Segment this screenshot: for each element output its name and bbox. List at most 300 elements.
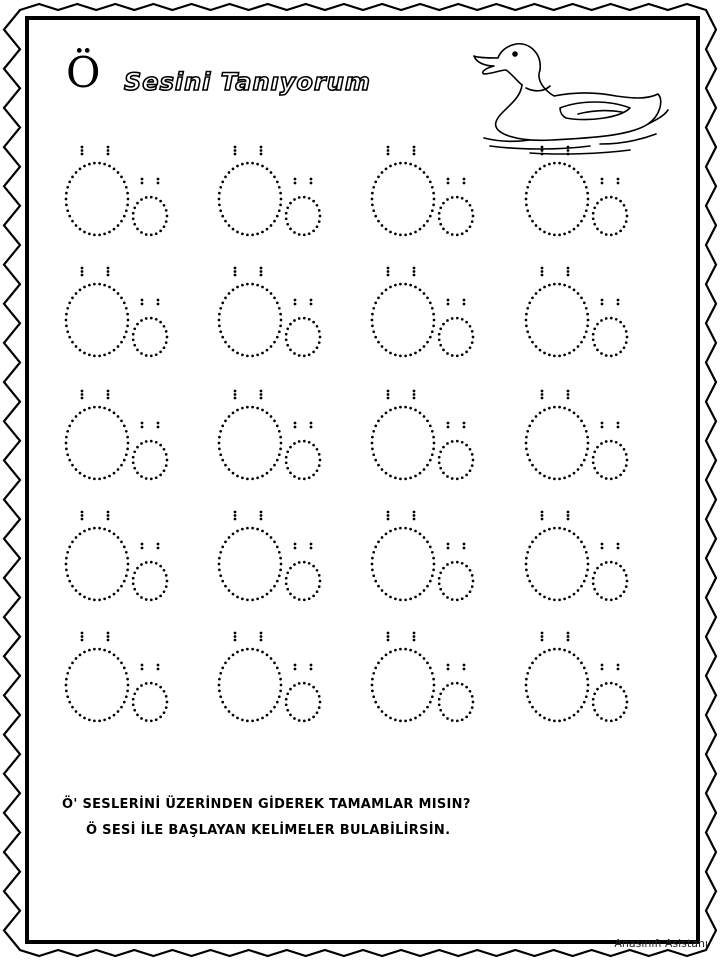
trace-dot <box>525 204 528 207</box>
trace-dot <box>615 318 618 321</box>
trace-dot <box>432 678 435 681</box>
trace-small-o-umlaut <box>132 299 169 358</box>
trace-dot <box>605 719 608 722</box>
trace-dot <box>98 355 101 358</box>
trace-dot <box>120 464 123 467</box>
trace-dot <box>429 181 432 184</box>
umlaut-dot <box>260 274 263 277</box>
trace-dot <box>98 720 101 723</box>
trace-dot <box>583 667 586 670</box>
umlaut-dot <box>447 178 450 181</box>
trace-dot <box>583 215 586 218</box>
trace-dot <box>289 567 292 570</box>
trace-dot <box>133 571 136 574</box>
umlaut-dot <box>617 299 620 302</box>
trace-dot <box>289 202 292 205</box>
trace-dot <box>623 225 626 228</box>
trace-cell <box>371 267 475 358</box>
trace-dot <box>236 596 239 599</box>
trace-dot <box>414 717 417 720</box>
trace-dot <box>273 220 276 223</box>
trace-dot <box>439 709 442 712</box>
trace-dot <box>113 654 116 657</box>
trace-small-o-umlaut <box>285 178 322 237</box>
trace-dot <box>251 648 254 651</box>
trace-dot <box>414 475 417 478</box>
trace-capital-o-umlaut <box>371 511 436 602</box>
umlaut-dot <box>107 149 110 152</box>
trace-dot <box>98 234 101 237</box>
trace-dot <box>68 667 71 670</box>
trace-dot <box>600 198 603 201</box>
trace-dot <box>471 341 474 344</box>
trace-dot <box>619 565 622 568</box>
trace-dot <box>125 672 128 675</box>
trace-dot <box>103 598 106 601</box>
umlaut-dot <box>567 390 570 393</box>
trace-dot <box>221 580 224 583</box>
trace-dot <box>371 313 374 316</box>
trace-dot <box>65 557 68 560</box>
umlaut-dot <box>234 518 237 521</box>
trace-dot <box>456 440 459 443</box>
trace-dot <box>236 717 239 720</box>
trace-dot <box>120 420 123 423</box>
trace-dot <box>446 319 449 322</box>
trace-dot <box>580 176 583 179</box>
trace-dot <box>66 695 69 698</box>
trace-dot <box>605 317 608 320</box>
trace-dot <box>140 231 143 234</box>
trace-dot <box>123 336 126 339</box>
trace-dot <box>65 442 68 445</box>
trace-dot <box>276 215 279 218</box>
trace-dot <box>615 683 618 686</box>
trace-dot <box>432 192 435 195</box>
umlaut-dot <box>107 397 110 400</box>
trace-dot <box>619 200 622 203</box>
trace-dot <box>446 352 449 355</box>
trace-dot <box>531 176 534 179</box>
trace-dot <box>266 593 269 596</box>
trace-dot <box>126 192 129 195</box>
trace-dot <box>461 683 464 686</box>
trace-dot <box>65 204 68 207</box>
trace-dot <box>558 527 561 530</box>
trace-dot <box>558 355 561 358</box>
trace-dot <box>75 468 78 471</box>
trace-dot <box>526 551 529 554</box>
trace-dot <box>224 420 227 423</box>
trace-dot <box>232 228 235 231</box>
trace-dot <box>558 234 561 237</box>
trace-dot <box>155 683 158 686</box>
umlaut-dot <box>601 178 604 181</box>
trace-dot <box>219 574 222 577</box>
trace-dot <box>423 415 426 418</box>
trace-dot <box>531 706 534 709</box>
trace-dot <box>526 209 529 212</box>
trace-dot <box>456 355 459 358</box>
trace-dot <box>389 165 392 168</box>
trace-dot <box>580 662 583 665</box>
trace-dot <box>625 706 628 709</box>
umlaut-dot <box>141 178 144 181</box>
trace-dot <box>548 598 551 601</box>
trace-dot <box>596 228 599 231</box>
trace-dot <box>372 330 375 333</box>
umlaut-dot <box>617 182 620 185</box>
umlaut-dot <box>260 397 263 400</box>
trace-dot <box>132 212 135 215</box>
trace-dot <box>251 162 254 165</box>
trace-dot <box>535 657 538 660</box>
umlaut-dot <box>81 511 84 514</box>
trace-dot <box>123 459 126 462</box>
trace-dot <box>469 325 472 328</box>
trace-dot <box>150 440 153 443</box>
umlaut-dot <box>447 543 450 546</box>
trace-dot <box>580 420 583 423</box>
umlaut-dot <box>81 390 84 393</box>
trace-dot <box>377 585 380 588</box>
trace-dot <box>303 720 306 723</box>
trace-dot <box>318 209 321 212</box>
trace-dot <box>419 289 422 292</box>
watermark: Anasınıfı Asistanı <box>614 937 708 950</box>
trace-dot <box>442 202 445 205</box>
umlaut-dot <box>234 397 237 400</box>
trace-dot <box>256 233 259 236</box>
trace-dot <box>241 233 244 236</box>
trace-dot <box>251 599 254 602</box>
trace-dot <box>285 212 288 215</box>
umlaut-dot <box>157 182 160 185</box>
umlaut-dot <box>413 632 416 635</box>
trace-dot <box>371 319 374 322</box>
big-letter-o-umlaut: Ö <box>66 48 101 97</box>
trace-dot <box>526 307 529 310</box>
trace-dot <box>394 477 397 480</box>
trace-dot <box>65 684 68 687</box>
trace-dot <box>312 474 315 477</box>
trace-dot <box>71 541 74 544</box>
trace-dot <box>461 476 464 479</box>
umlaut-dot <box>260 149 263 152</box>
trace-dot <box>71 464 74 467</box>
trace-dot <box>298 719 301 722</box>
trace-dot <box>610 720 613 723</box>
trace-dot <box>251 406 254 409</box>
instruction-line-1: Ö' SESLERİNİ ÜZERİNDEN GİDEREK TAMAMLAR MISIN? <box>62 797 471 812</box>
umlaut-dot <box>463 299 466 302</box>
trace-dot <box>419 533 422 536</box>
trace-dot <box>371 569 374 572</box>
trace-dot <box>583 336 586 339</box>
trace-dot <box>316 325 319 328</box>
trace-dot <box>372 430 375 433</box>
trace-dot <box>113 349 116 352</box>
trace-dot <box>93 162 96 165</box>
trace-dot <box>371 448 374 451</box>
umlaut-dot <box>617 543 620 546</box>
umlaut-dot <box>567 635 570 638</box>
trace-dot <box>596 202 599 205</box>
trace-dot <box>303 440 306 443</box>
umlaut-dot <box>260 635 263 638</box>
trace-dot <box>451 354 454 357</box>
trace-dot <box>279 436 282 439</box>
trace-capital-o-umlaut <box>65 632 130 723</box>
umlaut-dot <box>617 422 620 425</box>
trace-dot <box>75 536 78 539</box>
trace-dot <box>577 536 580 539</box>
umlaut-dot <box>463 543 466 546</box>
trace-dot <box>419 412 422 415</box>
trace-dot <box>261 475 264 478</box>
trace-dot <box>312 565 315 568</box>
trace-dot <box>426 662 429 665</box>
trace-dot <box>133 327 136 330</box>
trace-dot <box>251 720 254 723</box>
trace-dot <box>451 598 454 601</box>
umlaut-dot <box>157 303 160 306</box>
trace-dot <box>394 649 397 652</box>
trace-dot <box>256 528 259 531</box>
trace-dot <box>228 415 231 418</box>
trace-dot <box>163 569 166 572</box>
trace-dot <box>461 562 464 565</box>
trace-dot <box>623 590 626 593</box>
umlaut-dot <box>141 422 144 425</box>
umlaut-dot <box>567 511 570 514</box>
trace-dot <box>626 701 629 704</box>
trace-dot <box>120 297 123 300</box>
trace-dot <box>558 162 561 165</box>
instruction-line-2: Ö SESİ İLE BAŞLAYAN KELİMELER BULABİLİRSİN. <box>86 823 451 838</box>
trace-dot <box>279 569 282 572</box>
trace-dot <box>125 430 128 433</box>
trace-dot <box>88 649 91 652</box>
trace-dot <box>446 563 449 566</box>
trace-dot <box>123 546 126 549</box>
trace-dot <box>318 574 321 577</box>
trace-dot <box>136 349 139 352</box>
trace-dot <box>432 557 435 560</box>
trace-small-o-umlaut <box>592 299 629 358</box>
trace-small-o-umlaut <box>592 664 629 723</box>
umlaut-dot <box>617 547 620 550</box>
umlaut-dot <box>310 178 313 181</box>
trace-capital-o-umlaut <box>218 146 283 237</box>
trace-dot <box>563 163 566 166</box>
trace-dot <box>303 561 306 564</box>
trace-dot <box>472 701 475 704</box>
umlaut-dot <box>234 632 237 635</box>
trace-dot <box>586 192 589 195</box>
umlaut-dot <box>260 267 263 270</box>
trace-dot <box>438 461 441 464</box>
trace-dot <box>163 590 166 593</box>
trace-dot <box>423 710 426 713</box>
trace-dot <box>286 692 289 695</box>
umlaut-dot <box>567 397 570 400</box>
trace-dot <box>117 345 120 348</box>
umlaut-dot <box>413 390 416 393</box>
trace-dot <box>414 530 417 533</box>
trace-dot <box>65 436 68 439</box>
trace-dot <box>261 352 264 355</box>
umlaut-dot <box>81 270 84 273</box>
trace-dot <box>394 233 397 236</box>
trace-dot <box>456 234 459 237</box>
trace-dot <box>600 596 603 599</box>
trace-dot <box>623 448 626 451</box>
trace-dot <box>456 561 459 564</box>
trace-dot <box>553 283 556 286</box>
trace-dot <box>228 171 231 174</box>
trace-dot <box>525 690 528 693</box>
trace-dot <box>66 453 69 456</box>
trace-dot <box>123 425 126 428</box>
trace-dot <box>409 233 412 236</box>
trace-dot <box>285 698 288 701</box>
trace-dot <box>163 325 166 328</box>
trace-cell <box>371 632 475 723</box>
umlaut-dot <box>157 543 160 546</box>
trace-dot <box>68 336 71 339</box>
trace-dot <box>113 412 116 415</box>
trace-dot <box>543 409 546 412</box>
umlaut-dot <box>234 511 237 514</box>
trace-dot <box>531 464 534 467</box>
trace-dot <box>573 412 576 415</box>
trace-dot <box>125 453 128 456</box>
trace-dot <box>394 163 397 166</box>
trace-cell <box>218 632 322 723</box>
trace-dot <box>279 557 282 560</box>
umlaut-dot <box>107 518 110 521</box>
trace-dot <box>276 336 279 339</box>
trace-dot <box>596 593 599 596</box>
trace-dot <box>577 589 580 592</box>
trace-dot <box>285 582 288 585</box>
umlaut-dot <box>447 182 450 185</box>
trace-dot <box>626 459 629 462</box>
trace-dot <box>471 464 474 467</box>
trace-dot <box>372 551 375 554</box>
trace-dot <box>456 317 459 320</box>
trace-dot <box>399 648 402 651</box>
trace-dot <box>563 719 566 722</box>
umlaut-dot <box>141 543 144 546</box>
trace-dot <box>592 703 595 706</box>
trace-dot <box>221 425 224 428</box>
umlaut-dot <box>541 397 544 400</box>
trace-dot <box>625 695 628 698</box>
trace-capital-o-umlaut <box>218 632 283 723</box>
trace-dot <box>132 338 135 341</box>
trace-dot <box>625 220 628 223</box>
trace-dot <box>155 232 158 235</box>
trace-dot <box>120 341 123 344</box>
trace-dot <box>83 165 86 168</box>
trace-dot <box>218 678 221 681</box>
trace-dot <box>120 706 123 709</box>
trace-dot <box>465 200 468 203</box>
umlaut-dot <box>387 397 390 400</box>
umlaut-dot <box>81 514 84 517</box>
trace-dot <box>159 686 162 689</box>
trace-dot <box>79 472 82 475</box>
trace-dot <box>592 333 595 336</box>
trace-dot <box>228 536 231 539</box>
trace-capital-o-umlaut <box>65 146 130 237</box>
umlaut-dot <box>81 393 84 396</box>
trace-dot <box>68 425 71 428</box>
trace-dot <box>285 217 288 220</box>
trace-dot <box>587 198 590 201</box>
trace-dot <box>439 223 442 226</box>
trace-dot <box>293 475 296 478</box>
trace-dot <box>423 589 426 592</box>
trace-cell <box>371 146 475 237</box>
trace-dot <box>558 720 561 723</box>
trace-dot <box>316 569 319 572</box>
trace-cell <box>525 632 629 723</box>
trace-dot <box>65 325 68 328</box>
trace-dot <box>150 317 153 320</box>
trace-dot <box>150 561 153 564</box>
trace-cell <box>525 390 629 481</box>
trace-dot <box>103 719 106 722</box>
trace-dot <box>117 224 120 227</box>
umlaut-dot <box>107 511 110 514</box>
umlaut-dot <box>107 635 110 638</box>
trace-dot <box>127 563 130 566</box>
trace-dot <box>117 468 120 471</box>
trace-dot <box>394 407 397 410</box>
trace-cell <box>525 511 629 602</box>
trace-dot <box>409 407 412 410</box>
trace-dot <box>404 406 407 409</box>
trace-dot <box>279 448 282 451</box>
umlaut-dot <box>541 267 544 270</box>
trace-dot <box>593 450 596 453</box>
trace-dot <box>394 719 397 722</box>
umlaut-dot <box>413 153 416 156</box>
trace-dot <box>312 444 315 447</box>
trace-dot <box>438 212 441 215</box>
trace-dot <box>461 353 464 356</box>
trace-dot <box>159 321 162 324</box>
trace-dot <box>372 186 375 189</box>
trace-dot <box>471 220 474 223</box>
umlaut-dot <box>413 511 416 514</box>
trace-dot <box>298 598 301 601</box>
trace-dot <box>469 690 472 693</box>
umlaut-dot <box>413 514 416 517</box>
trace-dot <box>88 233 91 236</box>
trace-dot <box>623 569 626 572</box>
trace-dot <box>266 654 269 657</box>
trace-dot <box>600 319 603 322</box>
trace-dot <box>278 430 281 433</box>
trace-dot <box>256 284 259 287</box>
trace-dot <box>303 355 306 358</box>
trace-dot <box>600 475 603 478</box>
trace-dot <box>117 171 120 174</box>
